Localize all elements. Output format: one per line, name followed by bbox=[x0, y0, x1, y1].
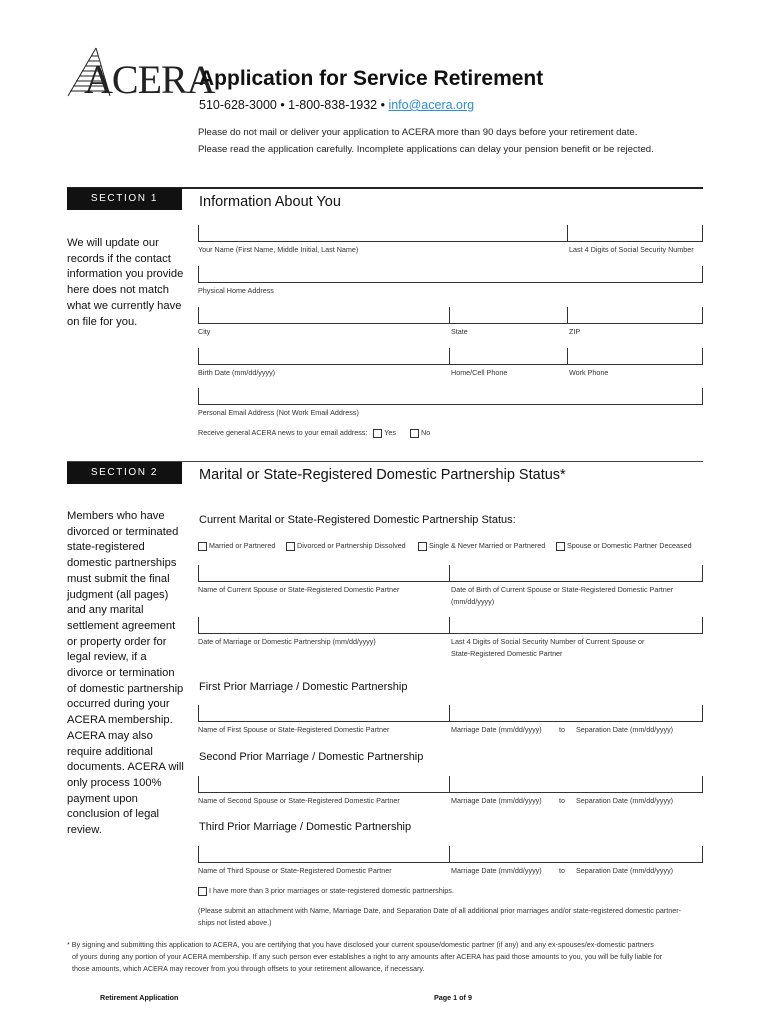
news-question bbox=[198, 428, 430, 438]
field-tick bbox=[702, 307, 703, 323]
field-tick bbox=[567, 225, 568, 241]
address-label: Physical Home Address bbox=[198, 286, 274, 295]
option-label: Single & Never Married or Partnered bbox=[429, 541, 546, 550]
spouse-ssn-label: Last 4 Digits of Social Security Number of Current Spouse or bbox=[451, 637, 645, 646]
news-no-checkbox[interactable] bbox=[410, 429, 419, 438]
status-option-married[interactable] bbox=[198, 541, 275, 551]
field-tick bbox=[198, 705, 199, 721]
marriage-date-field[interactable] bbox=[198, 633, 703, 634]
page-title: Application for Service Retirement bbox=[199, 67, 544, 90]
name-field[interactable] bbox=[198, 241, 703, 242]
spouse-name-label: Name of Current Spouse or State-Registered Domestic Partner bbox=[198, 585, 400, 594]
first-prior-field[interactable] bbox=[198, 721, 703, 722]
field-tick bbox=[702, 266, 703, 282]
status-option-divorced[interactable] bbox=[286, 541, 406, 551]
checkbox-icon[interactable] bbox=[198, 542, 207, 551]
field-tick bbox=[449, 776, 450, 792]
current-spouse-field[interactable] bbox=[198, 581, 703, 582]
checkbox-icon[interactable] bbox=[286, 542, 295, 551]
contact-line bbox=[199, 98, 474, 112]
intro-line-2: Please read the application carefully. Incomplete applications can delay your pension benefit or be rejected. bbox=[198, 144, 654, 155]
news-yes-checkbox[interactable] bbox=[373, 429, 382, 438]
third-prior-field[interactable] bbox=[198, 862, 703, 863]
section-2-label: SECTION 2 bbox=[67, 462, 182, 484]
email-link[interactable]: info@acera.org bbox=[388, 98, 475, 112]
address-field[interactable] bbox=[198, 282, 703, 283]
acera-logo-text: ACERA bbox=[84, 57, 215, 102]
checkbox-icon[interactable] bbox=[418, 542, 427, 551]
section-2-title: Marital or State-Registered Domestic Partnership Status* bbox=[199, 467, 566, 483]
section-1-side-note: We will update our records if the contact information you provide here does not match what we currently have on file for you. bbox=[67, 237, 184, 328]
footnote-line-1: * By signing and submitting this application to ACERA, you are certifying that you have disclosed your current spouse/domestic partner (if any) and any ex-spouses/ex-domestic partners bbox=[67, 940, 654, 949]
marriage-date-label: Date of Marriage or Domestic Partnership (mm/dd/yyyy) bbox=[198, 637, 376, 646]
news-yes-label: Yes bbox=[384, 428, 396, 437]
checkbox-icon[interactable] bbox=[198, 887, 207, 896]
first-prior-marriage-label: Marriage Date (mm/dd/yyyy) bbox=[451, 725, 542, 734]
ssn-label: Last 4 Digits of Social Security Number bbox=[569, 245, 694, 254]
third-prior-to-label: to bbox=[559, 866, 565, 875]
work-phone-label: Work Phone bbox=[569, 368, 609, 377]
status-option-single[interactable] bbox=[418, 541, 545, 551]
email-field[interactable] bbox=[198, 404, 703, 405]
spouse-dob-format: (mm/dd/yyyy) bbox=[451, 597, 495, 606]
home-phone-label: Home/Cell Phone bbox=[451, 368, 508, 377]
zip-label: ZIP bbox=[569, 327, 581, 336]
field-tick bbox=[702, 846, 703, 862]
second-prior-field[interactable] bbox=[198, 792, 703, 793]
field-tick bbox=[198, 388, 199, 404]
third-prior-marriage-label: Marriage Date (mm/dd/yyyy) bbox=[451, 866, 542, 875]
second-prior-to-label: to bbox=[559, 796, 565, 805]
field-tick bbox=[702, 776, 703, 792]
third-prior-separation-label: Separation Date (mm/dd/yyyy) bbox=[576, 866, 674, 875]
field-tick bbox=[198, 617, 199, 633]
field-tick bbox=[702, 565, 703, 581]
field-tick bbox=[198, 776, 199, 792]
current-status-heading: Current Marital or State-Registered Domestic Partnership Status: bbox=[199, 514, 516, 526]
field-tick bbox=[567, 348, 568, 364]
field-tick bbox=[198, 348, 199, 364]
field-tick bbox=[702, 617, 703, 633]
field-tick bbox=[702, 225, 703, 241]
footnote-line-3: those amounts, which ACERA may recover from you through offsets to your retirement allowance, if necessary. bbox=[72, 964, 425, 973]
third-prior-heading: Third Prior Marriage / Domestic Partnership bbox=[199, 821, 412, 833]
phone-numbers: 510-628-3000 • 1-800-838-1932 • bbox=[199, 98, 389, 112]
spouse-ssn-label-2: State-Registered Domestic Partner bbox=[451, 649, 563, 658]
news-no-label: No bbox=[421, 428, 431, 437]
intro-line-1: Please do not mail or deliver your application to ACERA more than 90 days before your retirement date. bbox=[198, 127, 638, 138]
second-prior-heading: Second Prior Marriage / Domestic Partnership bbox=[199, 751, 424, 763]
first-prior-name-label: Name of First Spouse or State-Registered Domestic Partner bbox=[198, 725, 390, 734]
option-label: Spouse or Domestic Partner Deceased bbox=[567, 541, 692, 550]
attachment-note-2: ships not listed above.) bbox=[198, 918, 272, 927]
field-tick bbox=[702, 348, 703, 364]
field-tick bbox=[198, 846, 199, 862]
section-1-title: Information About You bbox=[199, 194, 341, 210]
checkbox-icon[interactable] bbox=[556, 542, 565, 551]
more-than-3-label: I have more than 3 prior marriages or state-registered domestic partnerships. bbox=[209, 886, 454, 895]
status-option-deceased[interactable] bbox=[556, 541, 692, 551]
third-prior-name-label: Name of Third Spouse or State-Registered Domestic Partner bbox=[198, 866, 392, 875]
second-prior-name-label: Name of Second Spouse or State-Registered Domestic Partner bbox=[198, 796, 400, 805]
field-tick bbox=[198, 225, 199, 241]
spouse-dob-label: Date of Birth of Current Spouse or State-Registered Domestic Partner bbox=[451, 585, 674, 594]
name-label: Your Name (First Name, Middle Initial, Last Name) bbox=[198, 245, 359, 254]
field-tick bbox=[702, 388, 703, 404]
email-label: Personal Email Address (Not Work Email Address) bbox=[198, 408, 359, 417]
first-prior-to-label: to bbox=[559, 725, 565, 734]
field-tick bbox=[449, 705, 450, 721]
field-tick bbox=[702, 705, 703, 721]
first-prior-separation-label: Separation Date (mm/dd/yyyy) bbox=[576, 725, 674, 734]
more-than-3-option[interactable] bbox=[198, 886, 454, 896]
attachment-note-1: (Please submit an attachment with Name, Marriage Date, and Separation Date of all additional prior marriages and/or state-registered domestic partner- bbox=[198, 906, 681, 915]
first-prior-heading: First Prior Marriage / Domestic Partnership bbox=[199, 681, 408, 693]
field-tick bbox=[198, 565, 199, 581]
footer-doc-name: Retirement Application bbox=[100, 993, 179, 1002]
section-2-side-note: Members who have divorced or terminated state-registered domestic partnerships must submit the final judgment (all pages) and any marital settlement agreement or property order for legal review, if a divorce or termination of domestic partnership occurred during your ACERA membership. ACERA may also require additional documents. ACERA will only process 100% payment upon conclusion of legal review. bbox=[67, 510, 184, 837]
option-label: Married or Partnered bbox=[209, 541, 276, 550]
birth-date-label: Birth Date (mm/dd/yyyy) bbox=[198, 368, 276, 377]
section-1-label: SECTION 1 bbox=[67, 188, 182, 210]
field-tick bbox=[449, 617, 450, 633]
field-tick bbox=[449, 846, 450, 862]
news-question-text: Receive general ACERA news to your email address: bbox=[198, 428, 368, 437]
field-tick bbox=[449, 348, 450, 364]
option-label: Divorced or Partnership Dissolved bbox=[297, 541, 406, 550]
city-label: City bbox=[198, 327, 211, 336]
field-tick bbox=[198, 307, 199, 323]
second-prior-marriage-label: Marriage Date (mm/dd/yyyy) bbox=[451, 796, 542, 805]
field-tick bbox=[198, 266, 199, 282]
field-tick bbox=[567, 307, 568, 323]
field-tick bbox=[449, 307, 450, 323]
state-label: State bbox=[451, 327, 468, 336]
city-state-zip-field[interactable] bbox=[198, 323, 703, 324]
field-tick bbox=[449, 565, 450, 581]
second-prior-separation-label: Separation Date (mm/dd/yyyy) bbox=[576, 796, 674, 805]
footer-page-number: Page 1 of 9 bbox=[434, 993, 472, 1002]
footnote-line-2: of yours during any portion of your ACERA membership. If any such person ever establishes a right to any amounts after ACERA has paid those amounts to you, you will be fully liable for bbox=[72, 952, 663, 961]
birth-phone-field[interactable] bbox=[198, 364, 703, 365]
